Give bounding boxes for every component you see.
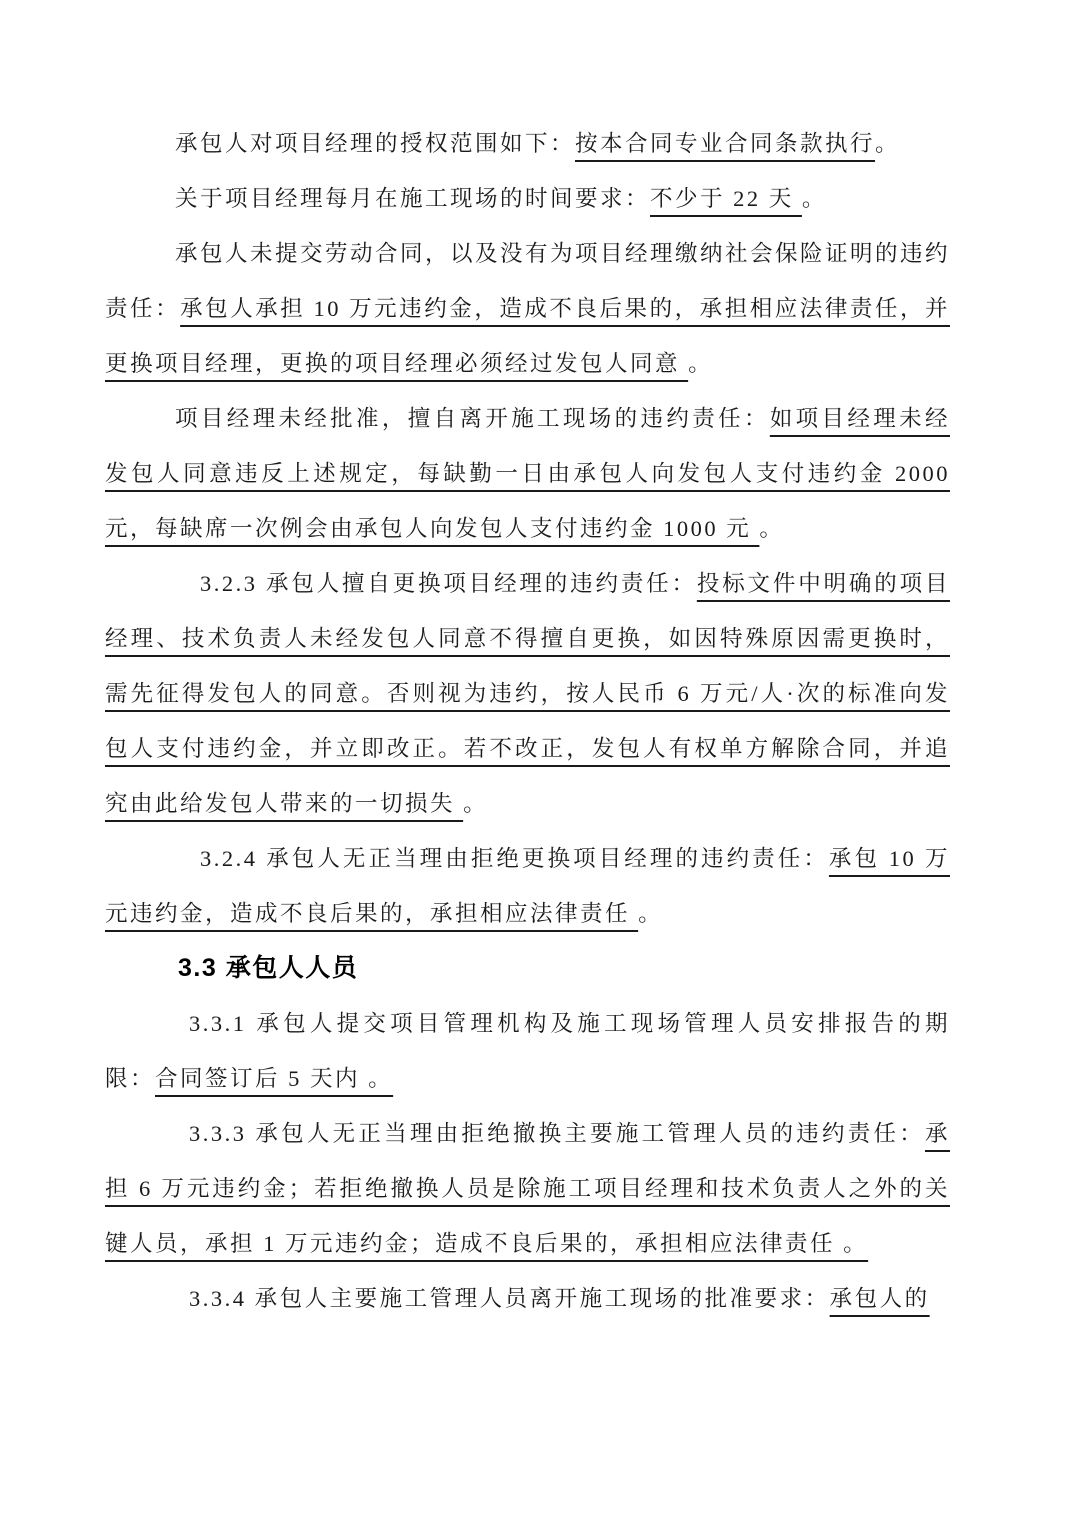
clause-text: 承包人对项目经理的授权范围如下： xyxy=(175,131,576,156)
contract-paragraph xyxy=(105,831,950,941)
contract-paragraph xyxy=(105,391,950,556)
clause-text: 项目经理未经批准，擅自离开施工现场的违约责任： xyxy=(175,406,770,431)
contract-paragraph xyxy=(105,556,950,831)
clause-text: 3.3.1 承包人提交项目管理机构及施工现场管理人员安排报告的期限： xyxy=(105,1011,950,1091)
clause-text: 。 xyxy=(638,901,664,926)
underlined-clause-text: 投标文件中明确的项目经理、技术负责人未经发包人同意不得擅自更换，如因特殊原因需更换时，需先征得发包人的同意。否则视为违约，按人民币 6 万元/人·次的标准向发包人支付违约金，并立即改正。若不改正，发包人有权单方解除合同，并追究由此给发包人带来的一切损失 xyxy=(105,571,950,816)
clause-text: 承包人未提交劳动合同，以及没有为项目经理缴纳社会保险证明的违约责任： xyxy=(105,241,951,321)
clause-text: 。 xyxy=(801,186,827,211)
contract-paragraph xyxy=(105,996,950,1106)
clause-text: 。 xyxy=(759,516,785,541)
contract-paragraph xyxy=(105,171,950,226)
contract-paragraph xyxy=(105,116,950,171)
underlined-clause-text: 承包人承担 10 万元违约金，造成不良后果的，承担相应法律责任，并更换项目经理，更换的项目经理必须经过发包人同意 xyxy=(105,296,950,376)
clause-text: 。 xyxy=(875,131,901,156)
contract-paragraph xyxy=(105,1106,950,1271)
underlined-clause-text: 如项目经理未经发包人同意违反上述规定，每缺勤一日由承包人向发包人支付违约金 2000 元，每缺席一次例会由承包人向发包人支付违约金 1000 元 xyxy=(105,406,950,541)
clause-text: 3.3.3 承包人无正当理由拒绝撤换主要施工管理人员的违约责任： xyxy=(189,1121,925,1146)
underlined-clause-text: 承包人的 xyxy=(829,1286,930,1311)
contract-paragraph xyxy=(105,1271,950,1326)
underlined-clause-text: 合同签订后 5 天内 。 xyxy=(155,1066,394,1091)
underlined-clause-text: 承担 6 万元违约金；若拒绝撤换人员是除施工项目经理和技术负责人之外的关键人员，承担 1 万元违约金；造成不良后果的，承担相应法律责任 。 xyxy=(105,1121,950,1256)
clause-text: 3.2.4 承包人无正当理由拒绝更换项目经理的违约责任： xyxy=(200,846,829,871)
clause-text: 。 xyxy=(688,351,714,376)
clause-text: 。 xyxy=(463,791,489,816)
underlined-clause-text: 承包 10 万元违约金，造成不良后果的，承担相应法律责任 xyxy=(105,846,950,926)
contract-paragraph xyxy=(105,226,950,391)
underlined-clause-text: 按本合同专业合同条款执行 xyxy=(575,131,876,156)
clause-text: 3.3.4 承包人主要施工管理人员离开施工现场的批准要求： xyxy=(189,1286,830,1311)
clause-text: 3.2.3 承包人擅自更换项目经理的违约责任： xyxy=(200,571,697,596)
section-heading: 3.3 承包人人员 xyxy=(178,954,359,982)
underlined-clause-text: 不少于 22 天 xyxy=(650,186,802,211)
clause-text: 关于项目经理每月在施工现场的时间要求： xyxy=(175,186,651,211)
